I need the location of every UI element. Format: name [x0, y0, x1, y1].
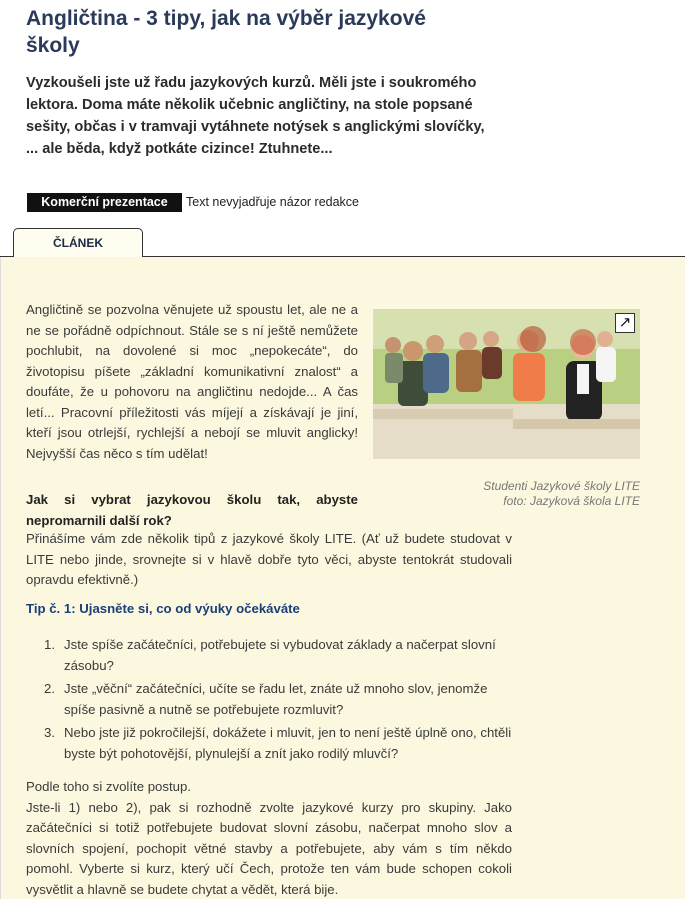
- tip-heading: Tip č. 1: Ujasněte si, co od výuky očekáváte: [26, 601, 300, 616]
- article-paragraph: [26, 777, 512, 900]
- paragraph-line: Podle toho si zvolíte postup.: [26, 779, 191, 794]
- list-item: [26, 635, 512, 676]
- list-item-number: 1.: [44, 637, 55, 652]
- photo-caption-credit: foto: Jazyková škola LITE: [503, 494, 640, 508]
- tab-article[interactable]: ČLÁNEK: [13, 228, 143, 257]
- list-item-number: 2.: [44, 681, 55, 696]
- article-photo[interactable]: [373, 309, 640, 459]
- commercial-note: Text nevyjadřuje názor redakce: [186, 195, 360, 209]
- article-subheading: Jak si vybrat jazykovou školu tak, abyste nepromarnili další rok?: [26, 492, 358, 528]
- photo-caption-title: Studenti Jazykové školy LITE: [483, 479, 640, 493]
- article-paragraph: Přinášíme vám zde několik tipů z jazykové školy LITE. (Ať už budete studovat v LITE nebo jinde, srovnejte si v hlavě dobře tyto věci, abyste tentokrát studovali opravdu efektivně.): [26, 531, 512, 587]
- list-item-text: Jste „věční“ začátečníci, učíte se řadu let, znáte už mnoho slov, jenomže spíše pasivně a nutně se potřebujete rozmluvit?: [64, 681, 488, 717]
- classroom-photo-illustration: [373, 309, 640, 459]
- tips-list: [26, 635, 512, 767]
- list-item-number: 3.: [44, 725, 55, 740]
- list-item-text: Jste spíše začátečníci, potřebujete si vybudovat základy a načerpat slovní zásobu?: [64, 637, 496, 673]
- article-paragraph: Angličtině se pozvolna věnujete už spoustu let, ale ne a ne se pořádně odpíchnout. Stále se s ní ještě nemůžete pochlubit, na dovolené si moc „nepokecáte“, do životopisu píšete „základní komunikativní znalost“ a doufáte, že u pohovoru na angličtinu nedojde... A čas letí... Pracovní příležitosti vás míjejí a získávají je jiní, kteří jsou otrlejší, rychlejší a nebojí se mluvit anglicky! Nejvyšší čas něco s tím udělat!: [26, 302, 358, 461]
- article-title: Angličtina - 3 tipy, jak na výběr jazykové školy: [26, 7, 426, 57]
- photo-caption: [373, 479, 640, 509]
- article-perex: Vyzkoušeli jste už řadu jazykových kurzů. Měli jste i soukromého lektora. Doma máte několik učebnic angličtiny, na stole popsané sešity, občas i v tramvaji vytáhnete notýsek s anglickými slovíčky, ... ale běda, když potkáte cizince! Ztuhnete...: [26, 75, 485, 157]
- list-item: [26, 679, 512, 720]
- paragraph-line: Jste-li 1) nebo 2), pak si rozhodně zvolte jazykové kurzy pro skupiny. Jako začátečníci si totiž potřebujete budovat slovní zásobu, načerpat mnoho slov a slovních spojení, pochopit větné stavby a potřebujete, aby vám s tím někdo pomohl. Vyberte si kurz, který učí Čech, protože ten vám bude schopen cokoli vysvětlit a hlavně se budete chytat a vědět, která bije.: [26, 799, 512, 897]
- expand-arrow-icon[interactable]: ↗: [615, 313, 635, 333]
- article-header: [0, 0, 685, 260]
- list-item: [26, 723, 512, 764]
- list-item-text: Nebo jste již pokročilejší, dokážete i mluvit, jen to není ještě úplně ono, chtěli byste být pohotovější, plynulejší a znít jako rodilý mluvčí?: [64, 725, 512, 761]
- commercial-badge: Komerční prezentace: [27, 193, 182, 212]
